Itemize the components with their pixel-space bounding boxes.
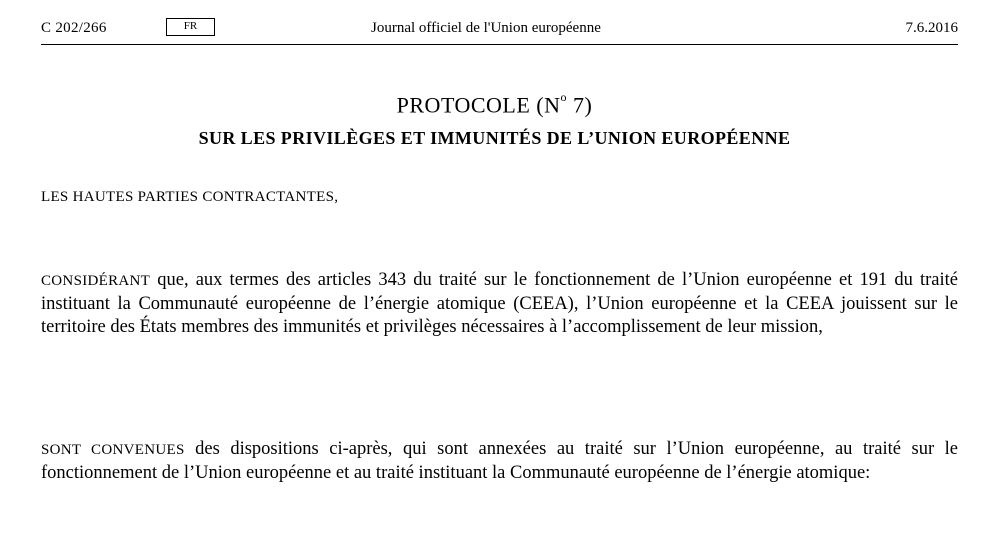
parties-paragraph: LES HAUTES PARTIES CONTRACTANTES, [41,189,339,205]
protocol-number: 7) [573,92,593,118]
considerant-lead: CONSIDÉRANT [41,273,151,289]
convenues-lead: SONT CONVENUES [41,442,185,458]
protocol-title-prefix: PROTOCOLE (N [396,92,561,118]
page-header [41,18,958,40]
convenues-text: des dispositions ci-après, qui sont annexées au traité sur l’Union européenne, au traité sur le fonctionnement de l’Union européenne et au traité instituant la Communauté européenne de l’énergie atomique: [41,439,958,483]
protocol-title [0,87,989,118]
convenues-paragraph [41,438,958,485]
considerant-paragraph [41,269,958,339]
protocol-subtitle: SUR LES PRIVILÈGES ET IMMUNITÉS DE L’UNION EUROPÉENNE [198,128,791,148]
header-divider [41,44,958,45]
language-badge: FR [166,18,215,36]
considerant-text: que, aux termes des articles 343 du traité sur le fonctionnement de l’Union européenne et 191 du traité instituant la Communauté européenne de l’énergie atomique (CEEA), l’Union européenne et la CEEA jouissent sur le territoire des États membres des immunités et privilèges nécessaires à l’accomplissement de leur mission, [41,270,958,337]
journal-title: Journal officiel de l'Union européenne [371,20,601,36]
journal-reference: C 202/266 [41,20,107,36]
publication-date: 7.6.2016 [905,20,958,36]
protocol-number-sign: o [560,90,568,104]
